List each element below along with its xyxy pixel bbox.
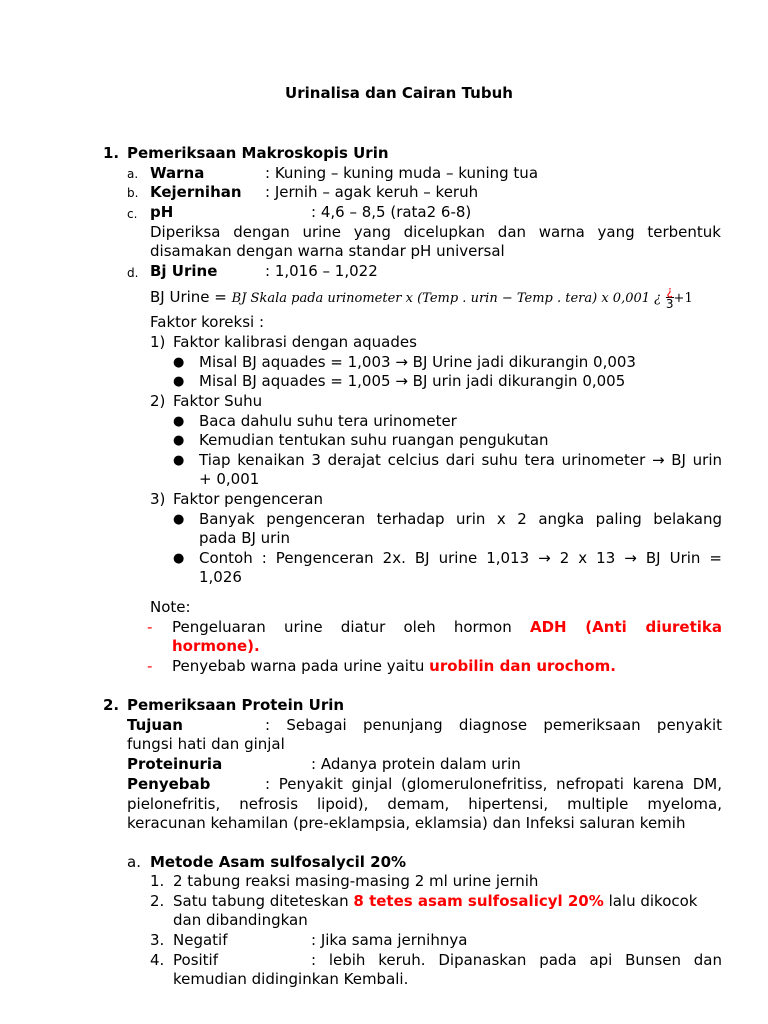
item-warna bbox=[150, 164, 730, 183]
fraction-denominator: 3 bbox=[665, 297, 674, 311]
step-3-label: Negatif bbox=[173, 931, 228, 949]
step-4-number: 4. bbox=[150, 951, 165, 969]
step-2-text-a: Satu tabung diteteskan bbox=[173, 892, 349, 910]
faktor-3-bullet-1a: Banyak pengenceran terhadap urin x 2 angka paling belakang bbox=[199, 510, 722, 528]
section-2-number: 2. bbox=[103, 696, 120, 714]
tujuan-label: Tujuan bbox=[127, 716, 183, 734]
proteinuria-label: Proteinuria bbox=[127, 755, 223, 773]
note-1-text: Pengeluaran urine diatur oleh hormon bbox=[172, 618, 512, 636]
faktor-2-text: Faktor Suhu bbox=[173, 392, 263, 410]
item-kejernihan bbox=[150, 183, 730, 202]
note-1-line-1 bbox=[172, 618, 722, 637]
ph-description-2: disamakan dengan warna standar pH universal bbox=[150, 242, 505, 260]
faktor-3-text: Faktor pengenceran bbox=[173, 490, 323, 508]
note-2-highlight: urobilin dan urochom. bbox=[429, 657, 616, 675]
bullet-icon: ● bbox=[173, 453, 185, 468]
step-4-value-2: kemudian didinginkan Kembali. bbox=[173, 970, 409, 988]
note-title: Note: bbox=[150, 598, 191, 616]
method-a-heading: Metode Asam sulfosalycil 20% bbox=[150, 853, 407, 871]
item-bj-urine bbox=[150, 262, 730, 281]
step-2-line-2: dan dibandingkan bbox=[173, 911, 308, 929]
proteinuria-value: : Adanya protein dalam urin bbox=[311, 755, 521, 773]
ph-description-1: Diperiksa dengan urine yang dicelupkan dan warna yang terbentuk bbox=[150, 223, 721, 241]
method-a-letter: a. bbox=[127, 853, 141, 871]
formula-prefix: BJ Urine = bbox=[150, 288, 227, 306]
faktor-3-bullet-2b: 1,026 bbox=[199, 568, 242, 586]
step-3-value: : Jika sama jernihnya bbox=[311, 931, 468, 949]
fraction-numerator: ¿ bbox=[666, 284, 673, 298]
warna-value: : Kuning – kuning muda – kuning tua bbox=[265, 164, 539, 182]
faktor-1-number: 1) bbox=[150, 333, 166, 351]
tujuan-value-1: : Sebagai penunjang diagnose pemeriksaan penyakit bbox=[265, 716, 722, 734]
bullet-icon: ● bbox=[173, 374, 185, 389]
faktor-2-number: 2) bbox=[150, 392, 166, 410]
faktor-1-bullet-1: Misal BJ aquades = 1,003 → BJ Urine jadi dikurangin 0,003 bbox=[199, 353, 636, 371]
bullet-icon: ● bbox=[173, 433, 185, 448]
step-4-label: Positif bbox=[173, 951, 218, 969]
note-1-highlight-b: hormone). bbox=[172, 637, 260, 655]
faktor-2-bullet-1: Baca dahulu suhu tera urinometer bbox=[199, 412, 457, 430]
faktor-3-number: 3) bbox=[150, 490, 166, 508]
document-title: Urinalisa dan Cairan Tubuh bbox=[285, 84, 513, 102]
penyebab-label: Penyebab bbox=[127, 775, 211, 793]
faktor-3-bullet-2a: Contoh : Pengenceran 2x. BJ urine 1,013 → 2 x 13 → BJ Urin = bbox=[199, 549, 722, 567]
item-d-letter: d. bbox=[127, 266, 139, 280]
bullet-icon: ● bbox=[173, 512, 185, 527]
item-ph bbox=[150, 203, 730, 222]
note-1-highlight-a: ADH (Anti diuretika bbox=[529, 618, 722, 636]
section-2-heading: Pemeriksaan Protein Urin bbox=[127, 696, 345, 714]
bj-urine-formula bbox=[150, 285, 693, 310]
faktor-2-bullet-3a: Tiap kenaikan 3 derajat celcius dari suhu tera urinometer → BJ urin bbox=[199, 451, 722, 469]
penyebab-value-3: keracunan kehamilan (pre-eklampsia, eklamsia) dan Infeksi saluran kemih bbox=[127, 814, 686, 832]
item-a-letter: a. bbox=[127, 167, 139, 181]
kejernihan-label: Kejernihan bbox=[150, 183, 242, 201]
step-3-number: 3. bbox=[150, 931, 165, 949]
faktor-2-bullet-3b: + 0,001 bbox=[199, 470, 260, 488]
ph-label: pH bbox=[150, 203, 174, 221]
step-2-highlight: 8 tetes asam sulfosalicyl 20% bbox=[353, 892, 604, 910]
formula-suffix: +1 bbox=[673, 291, 693, 306]
penyebab-value-1: : Penyakit ginjal (glomerulonefritiss, nefropati karena DM, bbox=[265, 775, 722, 793]
ph-value: : 4,6 – 8,5 (rata2 6-8) bbox=[311, 203, 472, 221]
dash-icon: - bbox=[147, 657, 153, 675]
warna-label: Warna bbox=[150, 164, 205, 182]
step-1-number: 1. bbox=[150, 872, 165, 890]
bullet-icon: ● bbox=[173, 414, 185, 429]
section-1-number: 1. bbox=[103, 144, 120, 162]
faktor-1-bullet-2: Misal BJ aquades = 1,005 → BJ urin jadi dikurangin 0,005 bbox=[199, 372, 626, 390]
step-2-text-b: lalu dikocok bbox=[608, 892, 698, 910]
step-2-line-1 bbox=[173, 892, 698, 911]
bj-urine-value: : 1,016 – 1,022 bbox=[265, 262, 378, 280]
formula-body: BJ Skala pada urinometer x (Temp . urin − Temp . tera) x 0,001 ¿ bbox=[231, 291, 662, 306]
kejernihan-value: : Jernih – agak keruh – keruh bbox=[265, 183, 479, 201]
faktor-2-bullet-2: Kemudian tentukan suhu ruangan pengukutan bbox=[199, 431, 549, 449]
faktor-3-bullet-1b: pada BJ urin bbox=[199, 529, 291, 547]
faktor-1-text: Faktor kalibrasi dengan aquades bbox=[173, 333, 417, 351]
note-2-line bbox=[172, 657, 616, 676]
item-c-letter: c. bbox=[127, 207, 138, 221]
step-4-value-1: : lebih keruh. Dipanaskan pada api Bunsen dan bbox=[311, 951, 722, 969]
formula-fraction bbox=[666, 285, 674, 310]
step-1-text: 2 tabung reaksi masing-masing 2 ml urine jernih bbox=[173, 872, 539, 890]
dash-icon: - bbox=[147, 618, 153, 636]
bullet-icon: ● bbox=[173, 355, 185, 370]
faktor-koreksi-title: Faktor koreksi : bbox=[150, 313, 265, 331]
note-2-text: Penyebab warna pada urine yaitu bbox=[172, 657, 425, 675]
bullet-icon: ● bbox=[173, 551, 185, 566]
step-2-number: 2. bbox=[150, 892, 165, 910]
item-b-letter: b. bbox=[127, 186, 139, 200]
section-1-heading: Pemeriksaan Makroskopis Urin bbox=[127, 144, 389, 162]
penyebab-value-2: pielonefritis, nefrosis lipoid), demam, hipertensi, multiple myeloma, bbox=[127, 795, 722, 813]
tujuan-value-2: fungsi hati dan ginjal bbox=[127, 735, 285, 753]
bj-urine-label: Bj Urine bbox=[150, 262, 218, 280]
